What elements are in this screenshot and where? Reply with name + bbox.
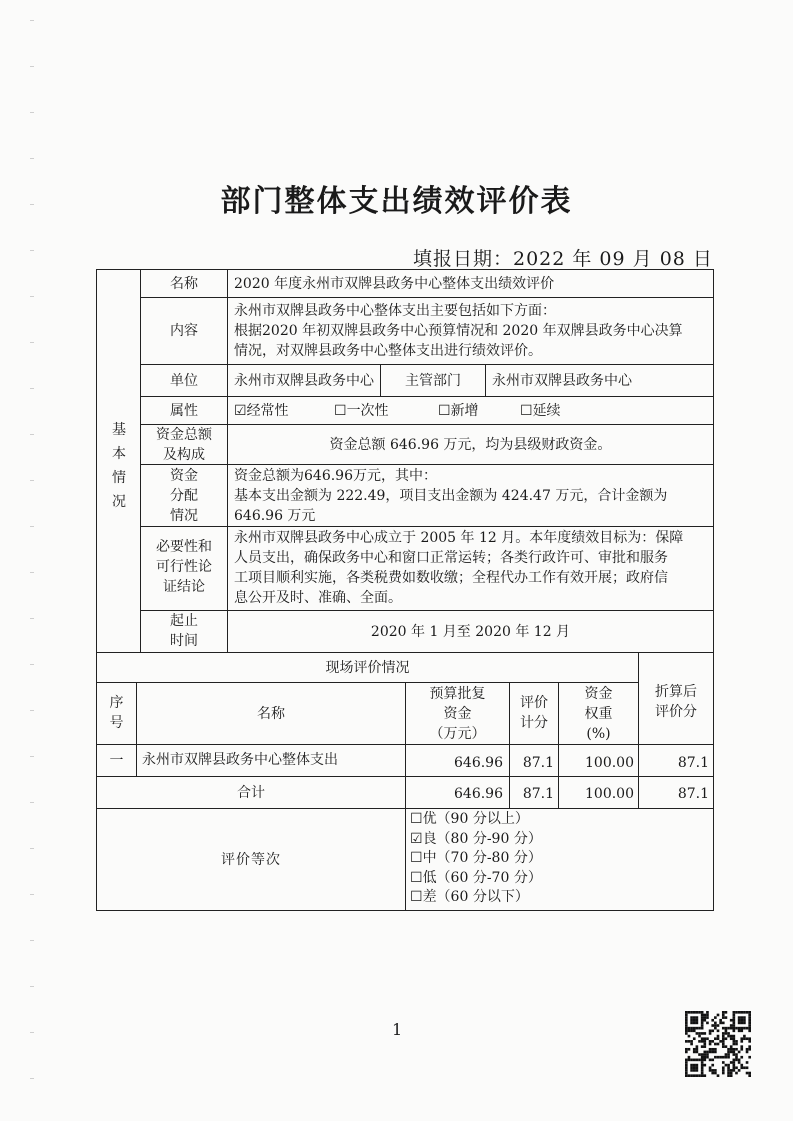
necessity-line: 息公开及时、准确、全面。 xyxy=(234,590,402,606)
attr-option-onetime[interactable]: ☐一次性 xyxy=(334,403,389,419)
grade-option-low[interactable]: ☐低（60 分-70 分） xyxy=(410,869,542,886)
checkbox-icon: ☐ xyxy=(438,403,451,419)
necessity-value xyxy=(234,528,710,608)
attr-options xyxy=(234,401,710,421)
alloc-line: 基本支出金额为 222.49，项目支出金额为 424.47 万元，合计金额为 xyxy=(234,488,668,504)
alloc-value xyxy=(234,466,710,526)
necessity-line: 永州市双牌县政务中心成立于 2005 年 12 月。本年度绩效目标为：保障 xyxy=(234,530,684,546)
unit-label: 单位 xyxy=(170,372,198,389)
row-score: 87.1 xyxy=(522,755,554,771)
seq-header: 序 号 xyxy=(109,695,124,731)
grade-option-medium[interactable]: ☐中（70 分-80 分） xyxy=(410,850,542,867)
alloc-line: 资金总额为646.96万元，其中： xyxy=(234,468,437,484)
attr-option-new[interactable]: ☐新增 xyxy=(438,403,479,419)
page-title: 部门整体支出绩效评价表 xyxy=(220,184,573,219)
row-final: 87.1 xyxy=(677,755,709,771)
row-weight: 100.00 xyxy=(585,755,634,771)
content-line: 永州市双牌县政务中心整体支出主要包括如下方面： xyxy=(234,303,556,319)
necessity-line: 工项目顺利实施，各类税费如数收缴；全程代办工作有效开展；政府信 xyxy=(234,570,668,586)
weight-header: 资金 权重 (%) xyxy=(584,686,613,742)
score-header: 评价 计分 xyxy=(520,695,548,731)
name-header: 名称 xyxy=(257,705,285,722)
unit-value: 永州市双牌县政务中心 xyxy=(234,373,374,389)
fill-date: 填报日期：2022 年 09 月 08 日 xyxy=(413,248,713,270)
alloc-line: 646.96 万元 xyxy=(234,508,316,524)
dept-label: 主管部门 xyxy=(405,372,461,389)
content-label: 内容 xyxy=(170,323,198,339)
checkbox-icon: ☐ xyxy=(410,869,423,886)
basic-info-label: 基本情况 xyxy=(112,422,126,510)
total-score: 87.1 xyxy=(522,786,554,802)
row-budget: 646.96 xyxy=(454,755,503,771)
total-final: 87.1 xyxy=(677,786,709,802)
period-value: 2020 年 1 月至 2020 年 12 月 xyxy=(370,623,571,640)
content-value xyxy=(234,301,710,361)
funds-value: 资金总额 646.96 万元，均为县级财政资金。 xyxy=(329,436,612,453)
final-score-header: 折算后 评价分 xyxy=(655,684,697,720)
checkbox-icon: ☐ xyxy=(410,850,423,867)
total-label: 合计 xyxy=(237,784,265,801)
attr-label: 属性 xyxy=(170,402,198,419)
alloc-label: 资金 分配 情况 xyxy=(170,468,198,524)
total-budget: 646.96 xyxy=(454,786,503,802)
necessity-label: 必要性和 可行性论 证结论 xyxy=(156,539,212,595)
row-name: 永州市双牌县政务中心整体支出 xyxy=(142,752,338,768)
attr-option-continued[interactable]: ☐延续 xyxy=(520,403,561,419)
page-number: 1 xyxy=(392,1020,403,1039)
budget-header: 预算批复 资金 （万元） xyxy=(429,686,486,742)
checkbox-icon: ☐ xyxy=(334,403,347,419)
checkbox-checked-icon: ☑ xyxy=(410,830,423,847)
grade-option-good[interactable]: ☑良（80 分-90 分） xyxy=(410,830,542,847)
checkbox-icon: ☐ xyxy=(520,403,533,419)
grade-label: 评价等次 xyxy=(221,851,281,868)
total-weight: 100.00 xyxy=(585,786,634,802)
qr-code-icon xyxy=(685,1011,751,1077)
grade-option-excellent[interactable]: ☐优（90 分以上） xyxy=(410,811,529,827)
period-label: 起止 时间 xyxy=(170,613,198,649)
checkbox-checked-icon: ☑ xyxy=(234,403,247,419)
grade-option-poor[interactable]: ☐差（60 分以下） xyxy=(410,889,529,906)
necessity-line: 人员支出，确保政务中心和窗口正常运转；各类行政许可、审批和服务 xyxy=(234,550,668,566)
row-seq: 一 xyxy=(109,752,124,769)
checkbox-icon: ☐ xyxy=(410,811,423,827)
name-label: 名称 xyxy=(170,275,198,292)
funds-label: 资金总额 及构成 xyxy=(156,427,212,463)
content-line: 根据2020 年初双牌县政务中心预算情况和 2020 年双牌县政务中心决算 xyxy=(234,323,683,339)
grade-options xyxy=(410,810,710,908)
dept-value: 永州市双牌县政务中心 xyxy=(492,373,632,389)
evaluation-header: 现场评价情况 xyxy=(325,659,410,676)
content-line: 情况，对双牌县政务中心整体支出进行绩效评价。 xyxy=(234,343,542,359)
checkbox-icon: ☐ xyxy=(410,889,423,906)
attr-option-regular[interactable]: ☑经常性 xyxy=(234,403,289,419)
name-value: 2020 年度永州市双牌县政务中心整体支出绩效评价 xyxy=(234,276,555,292)
